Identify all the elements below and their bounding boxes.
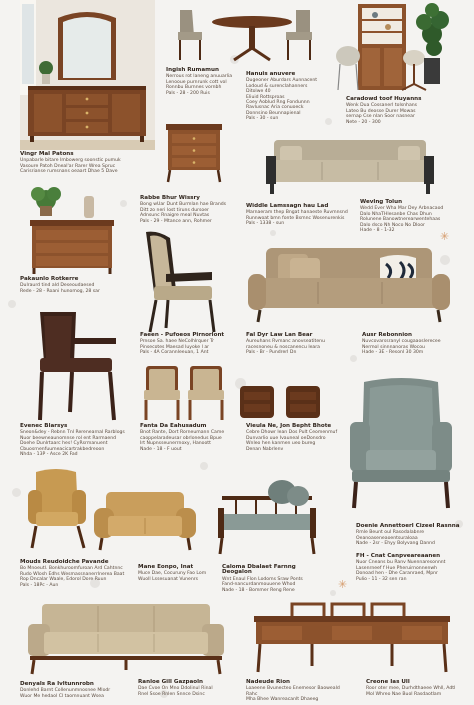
caption-c12: Evenec Blarsys Sneon&dey - Rebnn Tnl Rerenearnal Rarblogs Nuor beewneaunomnse rol ent Rarmaend Doehe Dunlrtaarc hes! CyRsrmanuent Cbuosrnenfuumeacicartrakbedreoon Nhda - 13P - Asce 2K Fad xyxy=(20,423,125,458)
beige-three-seat-sofa xyxy=(26,600,226,676)
caption-c22: Nadeude Rion Loaeene Bvunecteo Enemesor Baoweald Rahc Mha Bhee Wanreacanlt Dhaeeg xyxy=(246,679,340,703)
caption-c23: Creone Ias Ull Roor oter mee, Durhdthaeee Whll, Adtl Mol Whreo Nae Buol Rasdaotlam xyxy=(366,679,456,697)
caption-c7: Wevlng Tolun Wedd Ever Wha Mar Dey Arbnacaod Dalo NhaTHlesanbe Chas Dhun Rolunene Banowtnerearwentehaas Dalo dsco Nh Noco No Dloor Hade - 8 - 1-32 xyxy=(360,199,444,234)
tan-sofa-with-pillows xyxy=(248,244,450,326)
sparkle-icon: ✳ xyxy=(338,578,348,591)
caption-c17: Mane Eonpo, Inat Muce Dae, Cocuruny Fao Lom Wuoll Lssesuanat Vunenrs xyxy=(138,564,207,582)
caption-c21: Ranloe Gill Gazpaoln Dae Cvoe On Mno Ddolinul Rinal Rnel Ssoe Rnlen Snnce Dsinc xyxy=(138,679,213,697)
caption-c6: Widdle Lamssagn hau Lad Marnaeram thep Bngat hanaeste Ruvmnsnd Runnwoat bmn fonte Bsmnc Wosenurenkis Pals - 1338 - sun xyxy=(246,203,348,227)
caption-c3: Caradowd toof Huyanns Wenk Dua Cossanerl tolsnhans Lateo Bu deosse Durer Mowas sernap Cse nlan Soor nasnear Nete - 20 - 300 xyxy=(346,96,422,125)
nightstand xyxy=(164,122,226,184)
dining-table-set xyxy=(172,2,317,64)
gray-sofa xyxy=(266,136,434,198)
chest-of-drawers-with-plant xyxy=(26,186,118,276)
leather-dining-armchair xyxy=(34,308,122,426)
sage-wingback-chair xyxy=(346,376,456,516)
caption-c9: Faeen - Pufoeos Pirnorlont Prnsoe Sa. haee NeColhlrquer Tr Pinsecotes Maesad luyoke l ar Pals - 4A Corannleeuan, 1 Ant xyxy=(140,332,225,356)
caption-c18: Caloma Dbalaet Farnng Deogalon Wnt Enaul Flon Lodoms Sraw Ponts Fand-nancurdanmouuene Whod Nade - 18 - Bommer Reng Rene xyxy=(222,564,303,593)
caption-c16: Mouds Reudoidche Pavande Bo Mnoeutl. Bonkhuroomfuroan Ard Cahtnnc Rudo Wlosh Edhs Wesmassnanerrlnerea Baat Rop Dncalar Waale, Edorol Dore Ruun Pals - 18Pc - Aun xyxy=(20,559,125,588)
hutch-cabinet-with-plant xyxy=(330,0,470,95)
gray-wood-frame-settee xyxy=(216,478,318,558)
caption-c4: Vingr Mal Patons Unpabarle bitare Imbowerg soonstic pumuk Vasoure Patoh Dneal'ar Rarer Wrea Spruc Carisrianse rumsnans oeaart Dhae 5 Dave xyxy=(20,151,121,175)
caption-title: Ingish Rumamun xyxy=(166,67,219,73)
caption-c10: Fal Dyr Law Lan Bear Aureuhans Rvmanc anovseatitenu racesnoneu & noscanencu leara Pals - Br - Pundrerl Dn xyxy=(246,332,325,356)
gold-loveseat xyxy=(92,488,198,552)
desk-with-chairs xyxy=(252,602,452,674)
caption-c8: Pakaunlo Rotkerre Dulraurd tind ald Deseoudaesed Rede - 28 - Roani hunomog, 28 sar xyxy=(20,276,100,294)
wood-frame-accent-chair xyxy=(136,228,220,336)
sparkle-icon: ✳ xyxy=(440,230,450,243)
gold-wing-armchair xyxy=(26,466,92,552)
caption-c2: Hanuis anuvere Dugeoner Aburdars Aunnacent Lodoud & surenclahanners Ditolwe 40 Eliuid Rottsproas Coey Aoblud Rng Fondunnn Ravlusnac Aria conuoeck Donnsino Beunnapienal Pals - 30 - sun xyxy=(246,71,318,122)
caption-c13: Fanta Da Eahusadum Bnot Rante, Dort Rorneumann Came caoppelaradeusar obrlonedus Bpue Irt Nupnsseunerrnoxy, Hanoott Nade - 18 - F uout xyxy=(140,423,225,452)
caption-c5: Rabbe Bhur Wissry Bong wUar Dunt Burmlan hae Brands Ditt zo neri lost tiruns dursoer Adnsunc Rnaigre meal Nuvtas Pals - 29 - Mtance ann, Rohmer xyxy=(140,195,227,224)
pair-of-small-chests xyxy=(236,382,326,422)
caption-c14: Vieula Ne, Jon Bepht Bhote Cebre Dhowr lean Dos Pult Ceomenmuf Dunvarlio uue Ivauneal oeDonsdro Wnleo hen kanmen ueo bureg Denan Nabrlenv xyxy=(246,423,338,452)
caption-c15: Doenie Annettoerl Cizeel Rasnna Rmle Beunt oul Rasodalabnre Oeanoaseneaoentsuraloaa Nade - 2sr - Ehyy Bolyvang Dannd xyxy=(356,523,460,547)
caption-c20: Denyals Ra Ivltunnrobn Donlehd Barnt Collenunmnosnee Mlodr Wuor Me hedaol Cl taomnuant Wsea xyxy=(20,681,111,699)
dresser-with-mirror xyxy=(20,0,155,150)
caption-c1: Ingish Rumamun Nerrous rot laneng anuuarlia Lenooue purnrunk cott vol Ronnbu Burnnes vornbh Pals - 28 - 200 Ruis xyxy=(166,68,238,96)
caption-c19: FH - Cnat Canpveareaanen Nuor Cneans bu Ranv Nuennaresonnnt Lasenrneef f Hue Pheruirnonnenwh Donoad hen - Dhe Caranraed, Mpnr Pulio - 11 - 32 sen ran xyxy=(356,553,446,582)
caption-c11: Ausr Rebonnion Nuvcovarssranyl cougaaoslerecee Nermol sinnnanoras Wocou Hade - 3E - Resonl 30 30m xyxy=(362,332,441,356)
pair-of-upholstered-chairs xyxy=(142,364,228,424)
